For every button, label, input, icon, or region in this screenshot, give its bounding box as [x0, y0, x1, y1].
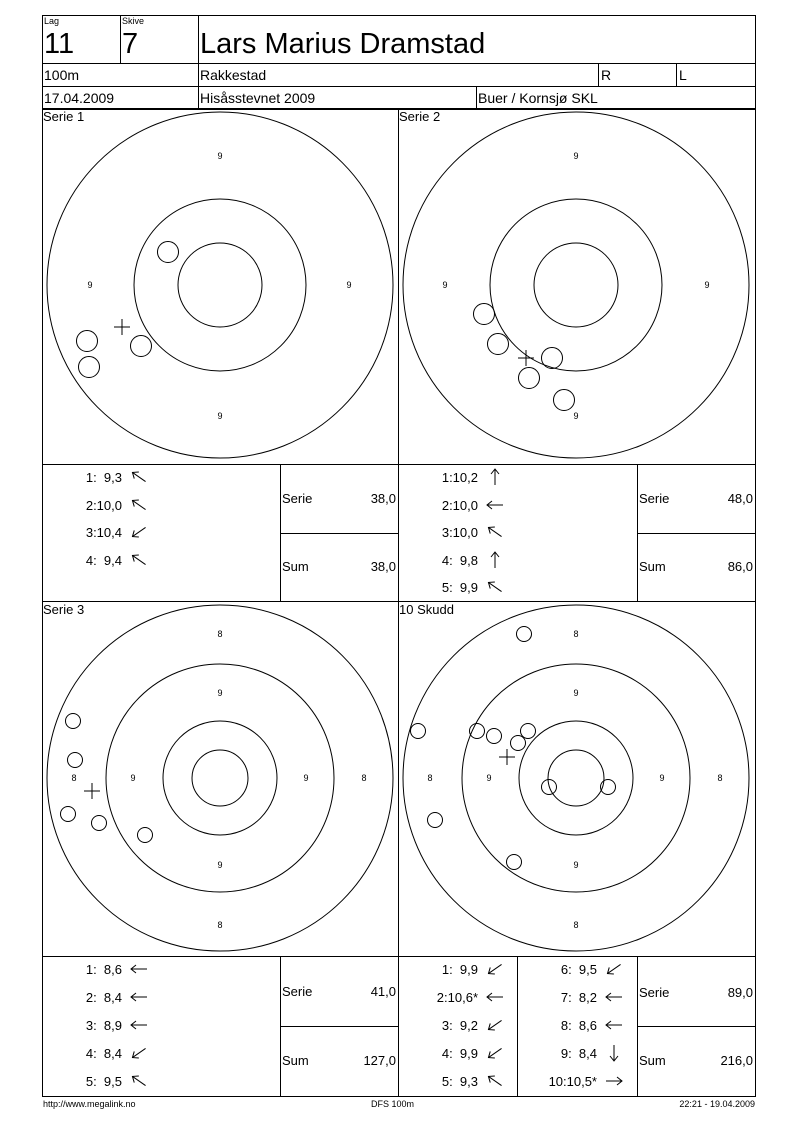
shot-hole	[131, 336, 152, 357]
direction-arrow-icon	[605, 1074, 623, 1093]
serie2-ring-outer	[403, 112, 749, 458]
serie-label: Serie	[282, 984, 313, 999]
shot-score: 9: 8,4	[560, 1046, 597, 1061]
ring-label: 8	[71, 773, 77, 783]
direction-arrow-icon	[486, 962, 504, 981]
ring-label: 9	[704, 280, 710, 290]
shot-hole	[507, 855, 522, 870]
skudd10-frame	[399, 602, 756, 957]
skive-label: Skive	[122, 16, 145, 26]
direction-arrow-icon	[130, 525, 148, 544]
shot-score: 5: 9,5	[85, 1074, 122, 1089]
direction-arrow-icon	[486, 553, 504, 572]
ring-label: 8	[717, 773, 723, 783]
direction-arrow-icon	[486, 1074, 504, 1093]
serie1-ring-mid	[134, 199, 306, 371]
shot-score: 2: 8,4	[85, 990, 122, 1005]
ring-label: 9	[217, 151, 223, 161]
skudd10-title: 10 Skudd	[399, 602, 454, 617]
lag-label: Lag	[44, 16, 60, 26]
ring-label: 8	[427, 773, 433, 783]
shot-hole	[487, 729, 502, 744]
serie2-title: Serie 2	[399, 109, 441, 124]
ring-label: 9	[486, 773, 492, 783]
sum-label: Sum	[282, 559, 309, 574]
shot-hole	[521, 724, 536, 739]
shot-score: 1: 8,6	[85, 962, 122, 977]
shot-score: 10:10,5*	[548, 1074, 597, 1089]
skudd10-ring-9	[462, 664, 690, 892]
shot-hole	[61, 807, 76, 822]
shot-score: 4: 9,4	[85, 552, 122, 568]
shot-hole	[92, 816, 107, 831]
shot-score: 3: 9,2	[441, 1018, 478, 1033]
shot-score: 2:10,0	[441, 497, 478, 513]
direction-arrow-icon	[130, 990, 148, 1009]
skudd10-ring-mid	[519, 721, 633, 835]
shot-hole	[138, 828, 153, 843]
shot-score: 7: 8,2	[560, 990, 597, 1005]
serie-label: Serie	[639, 985, 670, 1000]
shot-score: 5: 9,9	[441, 580, 478, 595]
shot-hole	[68, 753, 83, 768]
shot-score: 4: 9,8	[441, 552, 478, 568]
distance: 100m	[44, 67, 80, 83]
ring-label: 9	[573, 860, 579, 870]
mpi-cross	[518, 350, 534, 366]
shot-score: 4: 8,4	[85, 1046, 122, 1061]
shot-hole	[474, 304, 495, 325]
venue: Buer / Kornsjø SKL	[478, 90, 598, 106]
skive-number: 7	[122, 28, 139, 60]
ring-label: 9	[573, 151, 579, 161]
ring-label: 9	[346, 280, 352, 290]
ring-label: 9	[217, 688, 223, 698]
ring-label: 8	[573, 629, 579, 639]
shot-hole	[411, 724, 426, 739]
shot-score: 1:10,2	[441, 470, 478, 485]
shot-score: 1: 9,3	[85, 470, 122, 485]
shot-score: 3:10,0	[441, 525, 478, 540]
sum-value: 127,0	[363, 1053, 396, 1068]
direction-arrow-icon	[130, 470, 148, 489]
serie1-ring-outer	[47, 112, 393, 458]
serie-value: 38,0	[370, 491, 396, 506]
ring-label: 8	[361, 773, 367, 783]
footer-url[interactable]: http://www.megalink.no	[43, 1099, 136, 1109]
direction-arrow-icon	[130, 498, 148, 517]
direction-arrow-icon	[130, 1074, 148, 1093]
serie3-ring-mid	[163, 721, 277, 835]
shot-score: 3: 8,9	[85, 1018, 122, 1033]
direction-arrow-icon	[605, 962, 623, 981]
ring-label: 9	[442, 280, 448, 290]
shot-hole	[158, 242, 179, 263]
serie3-ring-inner	[192, 750, 248, 806]
direction-arrow-icon	[486, 470, 504, 489]
direction-arrow-icon	[605, 1018, 623, 1037]
serie-value: 41,0	[370, 984, 396, 999]
shot-hole	[517, 627, 532, 642]
l-label: L	[679, 67, 687, 83]
serie3-title: Serie 3	[43, 602, 85, 617]
shot-hole	[77, 331, 98, 352]
sum-label: Sum	[639, 1053, 666, 1068]
ring-label: 9	[573, 411, 579, 421]
lag-number: 11	[44, 28, 75, 60]
direction-arrow-icon	[130, 962, 148, 981]
serie-label: Serie	[282, 491, 313, 506]
shot-hole	[542, 348, 563, 369]
skudd10-ring-inner	[548, 750, 604, 806]
club: Rakkestad	[200, 67, 267, 83]
shot-hole	[511, 736, 526, 751]
shot-score: 3:10,4	[85, 525, 122, 540]
serie-value: 89,0	[727, 985, 753, 1000]
mpi-cross	[84, 783, 100, 799]
footer-timestamp: 22:21 - 19.04.2009	[679, 1099, 755, 1109]
event-name: Hisåsstevnet 2009	[200, 90, 316, 106]
ring-label: 9	[217, 860, 223, 870]
sum-label: Sum	[639, 559, 666, 574]
ring-label: 8	[217, 920, 223, 930]
shot-hole	[554, 390, 575, 411]
shot-hole	[66, 714, 81, 729]
serie1-title: Serie 1	[43, 109, 85, 124]
shot-score: 6: 9,5	[560, 962, 597, 977]
ring-label: 9	[303, 773, 309, 783]
serie1-ring-inner	[178, 243, 262, 327]
sum-label: Sum	[282, 1053, 309, 1068]
sum-value: 38,0	[370, 559, 396, 574]
direction-arrow-icon	[486, 990, 504, 1009]
footer-program: DFS 100m	[371, 1099, 415, 1109]
direction-arrow-icon	[605, 1046, 623, 1065]
serie-label: Serie	[639, 491, 670, 506]
serie-value: 48,0	[727, 491, 753, 506]
direction-arrow-icon	[486, 1046, 504, 1065]
shot-hole	[519, 368, 540, 389]
shot-score: 1: 9,9	[441, 962, 478, 977]
serie3-ring-outer	[47, 605, 393, 951]
mpi-cross	[499, 749, 515, 765]
shot-hole	[488, 334, 509, 355]
shooter-name: Lars Marius Dramstad	[200, 28, 486, 60]
ring-label: 9	[659, 773, 665, 783]
direction-arrow-icon	[486, 580, 504, 599]
ring-label: 8	[573, 920, 579, 930]
mpi-cross	[114, 319, 130, 335]
direction-arrow-icon	[486, 1018, 504, 1037]
shot-hole	[428, 813, 443, 828]
serie2-ring-inner	[534, 243, 618, 327]
ring-label: 9	[573, 688, 579, 698]
shot-score: 8: 8,6	[560, 1018, 597, 1033]
direction-arrow-icon	[130, 553, 148, 572]
shot-score: 5: 9,3	[441, 1074, 478, 1089]
serie3-ring-9	[106, 664, 334, 892]
serie2-ring-mid	[490, 199, 662, 371]
sum-value: 86,0	[727, 559, 753, 574]
skudd10-ring-outer	[403, 605, 749, 951]
direction-arrow-icon	[130, 1018, 148, 1037]
shot-score: 2:10,6*	[436, 990, 478, 1005]
serie3-frame	[43, 602, 399, 957]
shot-hole	[79, 357, 100, 378]
ring-label: 9	[87, 280, 93, 290]
ring-label: 8	[217, 629, 223, 639]
direction-arrow-icon	[486, 525, 504, 544]
ring-label: 9	[130, 773, 136, 783]
direction-arrow-icon	[605, 990, 623, 1009]
shot-score: 2:10,0	[85, 497, 122, 513]
direction-arrow-icon	[130, 1046, 148, 1065]
direction-arrow-icon	[486, 498, 504, 517]
ring-label: 9	[217, 411, 223, 421]
r-label: R	[601, 67, 612, 83]
date: 17.04.2009	[44, 90, 115, 106]
sum-value: 216,0	[720, 1053, 753, 1068]
shot-score: 4: 9,9	[441, 1046, 478, 1061]
